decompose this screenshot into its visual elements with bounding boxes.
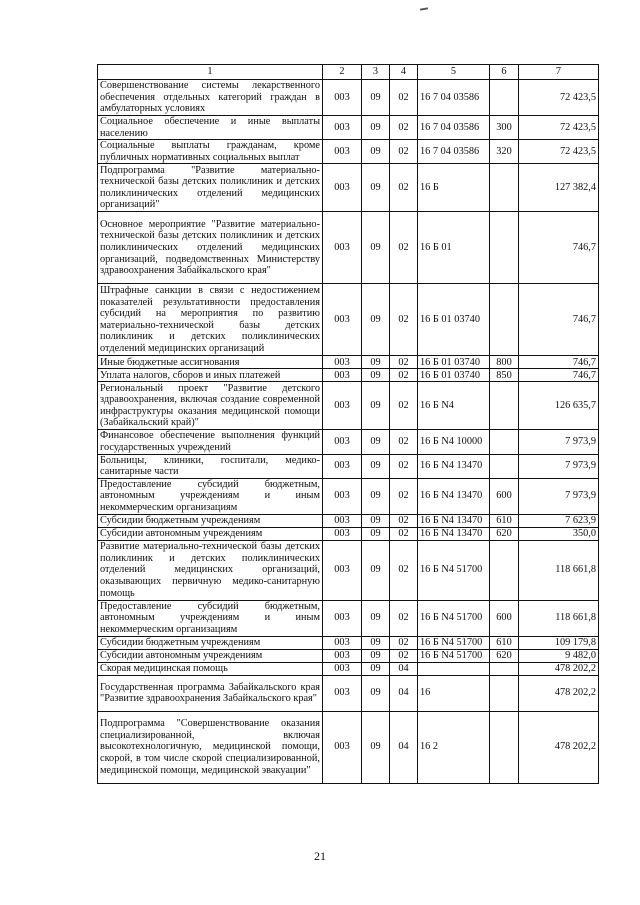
table-row xyxy=(98,514,599,527)
table-row xyxy=(98,164,599,212)
row-amount: 126 635,7 xyxy=(519,382,599,430)
row-amount: 72 423,5 xyxy=(519,140,599,164)
row-department-code: 003 xyxy=(323,430,362,454)
table-row xyxy=(98,430,599,454)
row-target-article-code: 16 Б N4 13470 xyxy=(418,454,490,478)
row-name: Подпрограмма "Совершенствование оказания специализированной, включая высокотехнологичную, медицинской помощи, скорой, в том числе скорой специализированной, медицинской помощи, медицинской эвакуации" xyxy=(98,711,323,783)
row-target-article-code: 16 Б N4 xyxy=(418,382,490,430)
row-section-code: 09 xyxy=(362,382,390,430)
row-amount: 118 661,8 xyxy=(519,540,599,600)
row-name: Предоставление субсидий бюджетным, автономным учреждениям и иным некоммерческим организациям xyxy=(98,600,323,636)
row-name: Предоставление субсидий бюджетным, автономным учреждениям и иным некоммерческим организациям xyxy=(98,478,323,514)
row-section-code: 09 xyxy=(362,514,390,527)
row-expense-type-code: 300 xyxy=(490,116,519,140)
row-section-code: 09 xyxy=(362,140,390,164)
row-name: Уплата налогов, сборов и иных платежей xyxy=(98,369,323,382)
row-amount: 7 973,9 xyxy=(519,454,599,478)
row-subsection-code: 02 xyxy=(390,369,418,382)
row-department-code: 003 xyxy=(323,369,362,382)
row-department-code: 003 xyxy=(323,382,362,430)
row-name: Социальные выплаты гражданам, кроме публичных нормативных социальных выплат xyxy=(98,140,323,164)
row-name: Штрафные санкции в связи с недостижением показателей результативности предоставления субсидий на мероприятия по развитию материально-технической базы детских поликлиник и детских поликлинических отделений медицинских организаций xyxy=(98,284,323,356)
row-subsection-code: 02 xyxy=(390,454,418,478)
row-expense-type-code: 620 xyxy=(490,527,519,540)
row-expense-type-code: 320 xyxy=(490,140,519,164)
row-section-code: 09 xyxy=(362,369,390,382)
table-row xyxy=(98,382,599,430)
row-department-code: 003 xyxy=(323,527,362,540)
table-row xyxy=(98,675,599,711)
table-row xyxy=(98,636,599,649)
row-subsection-code: 02 xyxy=(390,649,418,662)
row-target-article-code: 16 Б xyxy=(418,164,490,212)
row-amount: 118 661,8 xyxy=(519,600,599,636)
row-department-code: 003 xyxy=(323,540,362,600)
table-row xyxy=(98,649,599,662)
row-subsection-code: 02 xyxy=(390,382,418,430)
table-row xyxy=(98,80,599,116)
row-department-code: 003 xyxy=(323,649,362,662)
row-amount: 478 202,2 xyxy=(519,711,599,783)
row-section-code: 09 xyxy=(362,675,390,711)
row-section-code: 09 xyxy=(362,649,390,662)
row-name: Скорая медицинская помощь xyxy=(98,662,323,675)
row-amount: 7 973,9 xyxy=(519,478,599,514)
row-amount: 350,0 xyxy=(519,527,599,540)
row-expense-type-code xyxy=(490,711,519,783)
row-expense-type-code xyxy=(490,382,519,430)
row-subsection-code: 02 xyxy=(390,600,418,636)
row-name: Социальное обеспечение и иные выплаты населению xyxy=(98,116,323,140)
row-target-article-code: 16 Б N4 13470 xyxy=(418,527,490,540)
row-subsection-code: 04 xyxy=(390,711,418,783)
row-section-code: 09 xyxy=(362,284,390,356)
row-amount: 746,7 xyxy=(519,356,599,369)
row-subsection-code: 02 xyxy=(390,430,418,454)
row-department-code: 003 xyxy=(323,116,362,140)
row-expense-type-code xyxy=(490,540,519,600)
row-expense-type-code: 800 xyxy=(490,356,519,369)
header-col-2: 2 xyxy=(323,65,362,80)
row-subsection-code: 04 xyxy=(390,662,418,675)
header-col-3: 3 xyxy=(362,65,390,80)
row-target-article-code: 16 Б 01 xyxy=(418,212,490,284)
header-col-4: 4 xyxy=(390,65,418,80)
row-expense-type-code xyxy=(490,80,519,116)
table-row xyxy=(98,662,599,675)
row-department-code: 003 xyxy=(323,80,362,116)
row-amount: 109 179,8 xyxy=(519,636,599,649)
header-col-5: 5 xyxy=(418,65,490,80)
row-expense-type-code xyxy=(490,284,519,356)
row-expense-type-code: 610 xyxy=(490,636,519,649)
row-department-code: 003 xyxy=(323,212,362,284)
row-section-code: 09 xyxy=(362,164,390,212)
table-row xyxy=(98,212,599,284)
row-department-code: 003 xyxy=(323,514,362,527)
row-name: Региональный проект "Развитие детского здравоохранения, включая создание современной инфраструктуры оказания медицинской помощи (Забайкальский край)" xyxy=(98,382,323,430)
row-amount: 746,7 xyxy=(519,369,599,382)
row-section-code: 09 xyxy=(362,540,390,600)
row-department-code: 003 xyxy=(323,662,362,675)
row-subsection-code: 02 xyxy=(390,636,418,649)
row-target-article-code: 16 Б 01 03740 xyxy=(418,284,490,356)
row-amount: 746,7 xyxy=(519,212,599,284)
row-department-code: 003 xyxy=(323,636,362,649)
row-name: Подпрограмма "Развитие материально-технической базы детских поликлиник и детских поликлинических отделений медицинских организаций" xyxy=(98,164,323,212)
row-department-code: 003 xyxy=(323,356,362,369)
table-row xyxy=(98,527,599,540)
row-name: Финансовое обеспечение выполнения функций государственных учреждений xyxy=(98,430,323,454)
row-amount: 7 973,9 xyxy=(519,430,599,454)
row-name: Совершенствование системы лекарственного обеспечения отдельных категорий граждан в амбулаторных условиях xyxy=(98,80,323,116)
row-department-code: 003 xyxy=(323,711,362,783)
table-header-row xyxy=(98,65,599,80)
row-target-article-code: 16 7 04 03586 xyxy=(418,116,490,140)
table-row xyxy=(98,284,599,356)
row-expense-type-code: 620 xyxy=(490,649,519,662)
row-section-code: 09 xyxy=(362,430,390,454)
row-department-code: 003 xyxy=(323,140,362,164)
row-expense-type-code xyxy=(490,454,519,478)
row-target-article-code: 16 Б N4 13470 xyxy=(418,478,490,514)
row-subsection-code: 02 xyxy=(390,478,418,514)
table-row xyxy=(98,478,599,514)
row-target-article-code: 16 Б 01 03740 xyxy=(418,369,490,382)
row-target-article-code: 16 Б N4 13470 xyxy=(418,514,490,527)
header-col-7: 7 xyxy=(519,65,599,80)
row-section-code: 09 xyxy=(362,478,390,514)
row-subsection-code: 02 xyxy=(390,140,418,164)
row-subsection-code: 02 xyxy=(390,514,418,527)
row-name: Больницы, клиники, госпитали, медико-санитарные части xyxy=(98,454,323,478)
row-department-code: 003 xyxy=(323,478,362,514)
row-department-code: 003 xyxy=(323,164,362,212)
row-subsection-code: 02 xyxy=(390,164,418,212)
row-target-article-code: 16 7 04 03586 xyxy=(418,140,490,164)
row-section-code: 09 xyxy=(362,80,390,116)
table-row xyxy=(98,369,599,382)
row-expense-type-code: 850 xyxy=(490,369,519,382)
row-section-code: 09 xyxy=(362,212,390,284)
row-amount: 7 623,9 xyxy=(519,514,599,527)
header-col-1: 1 xyxy=(98,65,323,80)
row-name: Государственная программа Забайкальского края "Развитие здравоохранения Забайкальского края" xyxy=(98,675,323,711)
table-row xyxy=(98,140,599,164)
table-row xyxy=(98,454,599,478)
row-name: Субсидии автономным учреждениям xyxy=(98,649,323,662)
row-subsection-code: 02 xyxy=(390,212,418,284)
budget-table xyxy=(97,64,599,784)
row-target-article-code: 16 7 04 03586 xyxy=(418,80,490,116)
row-target-article-code: 16 Б 01 03740 xyxy=(418,356,490,369)
row-department-code: 003 xyxy=(323,600,362,636)
row-name: Основное мероприятие "Развитие материально-технической базы детских поликлиник и детских поликлинических отделений медицинских организаций, подведомственных Министерству здравоохранения Забайкальского края" xyxy=(98,212,323,284)
row-expense-type-code xyxy=(490,662,519,675)
row-amount: 72 423,5 xyxy=(519,80,599,116)
row-subsection-code: 02 xyxy=(390,356,418,369)
row-section-code: 09 xyxy=(362,711,390,783)
row-subsection-code: 02 xyxy=(390,540,418,600)
row-department-code: 003 xyxy=(323,675,362,711)
row-target-article-code: 16 Б N4 10000 xyxy=(418,430,490,454)
row-target-article-code: 16 xyxy=(418,675,490,711)
table-row xyxy=(98,540,599,600)
row-subsection-code: 02 xyxy=(390,80,418,116)
row-name: Развитие материально-технической базы детских поликлиник и детских поликлинических отделений медицинских организаций, оказывающих первичную медико-санитарную помощь xyxy=(98,540,323,600)
table-row xyxy=(98,356,599,369)
row-target-article-code: 16 2 xyxy=(418,711,490,783)
row-expense-type-code xyxy=(490,212,519,284)
row-name: Субсидии бюджетным учреждениям xyxy=(98,636,323,649)
row-target-article-code xyxy=(418,662,490,675)
table-row xyxy=(98,711,599,783)
row-subsection-code: 02 xyxy=(390,284,418,356)
row-expense-type-code: 600 xyxy=(490,600,519,636)
row-amount: 127 382,4 xyxy=(519,164,599,212)
row-amount: 9 482,0 xyxy=(519,649,599,662)
row-name: Субсидии автономным учреждениям xyxy=(98,527,323,540)
row-amount: 72 423,5 xyxy=(519,116,599,140)
row-department-code: 003 xyxy=(323,454,362,478)
table-row xyxy=(98,116,599,140)
row-expense-type-code xyxy=(490,675,519,711)
row-expense-type-code xyxy=(490,430,519,454)
row-subsection-code: 02 xyxy=(390,116,418,140)
row-subsection-code: 04 xyxy=(390,675,418,711)
header-col-6: 6 xyxy=(490,65,519,80)
page-number: 21 xyxy=(314,849,326,863)
row-section-code: 09 xyxy=(362,454,390,478)
row-section-code: 09 xyxy=(362,527,390,540)
row-department-code: 003 xyxy=(323,284,362,356)
row-name: Субсидии бюджетным учреждениям xyxy=(98,514,323,527)
row-target-article-code: 16 Б N4 51700 xyxy=(418,649,490,662)
row-section-code: 09 xyxy=(362,662,390,675)
row-subsection-code: 02 xyxy=(390,527,418,540)
row-amount: 478 202,2 xyxy=(519,662,599,675)
row-target-article-code: 16 Б N4 51700 xyxy=(418,600,490,636)
row-target-article-code: 16 Б N4 51700 xyxy=(418,540,490,600)
scan-artifact xyxy=(420,7,428,10)
row-name: Иные бюджетные ассигнования xyxy=(98,356,323,369)
row-expense-type-code xyxy=(490,164,519,212)
row-amount: 746,7 xyxy=(519,284,599,356)
row-target-article-code: 16 Б N4 51700 xyxy=(418,636,490,649)
row-section-code: 09 xyxy=(362,600,390,636)
row-expense-type-code: 610 xyxy=(490,514,519,527)
table-row xyxy=(98,600,599,636)
row-section-code: 09 xyxy=(362,636,390,649)
row-amount: 478 202,2 xyxy=(519,675,599,711)
row-section-code: 09 xyxy=(362,116,390,140)
row-expense-type-code: 600 xyxy=(490,478,519,514)
row-section-code: 09 xyxy=(362,356,390,369)
